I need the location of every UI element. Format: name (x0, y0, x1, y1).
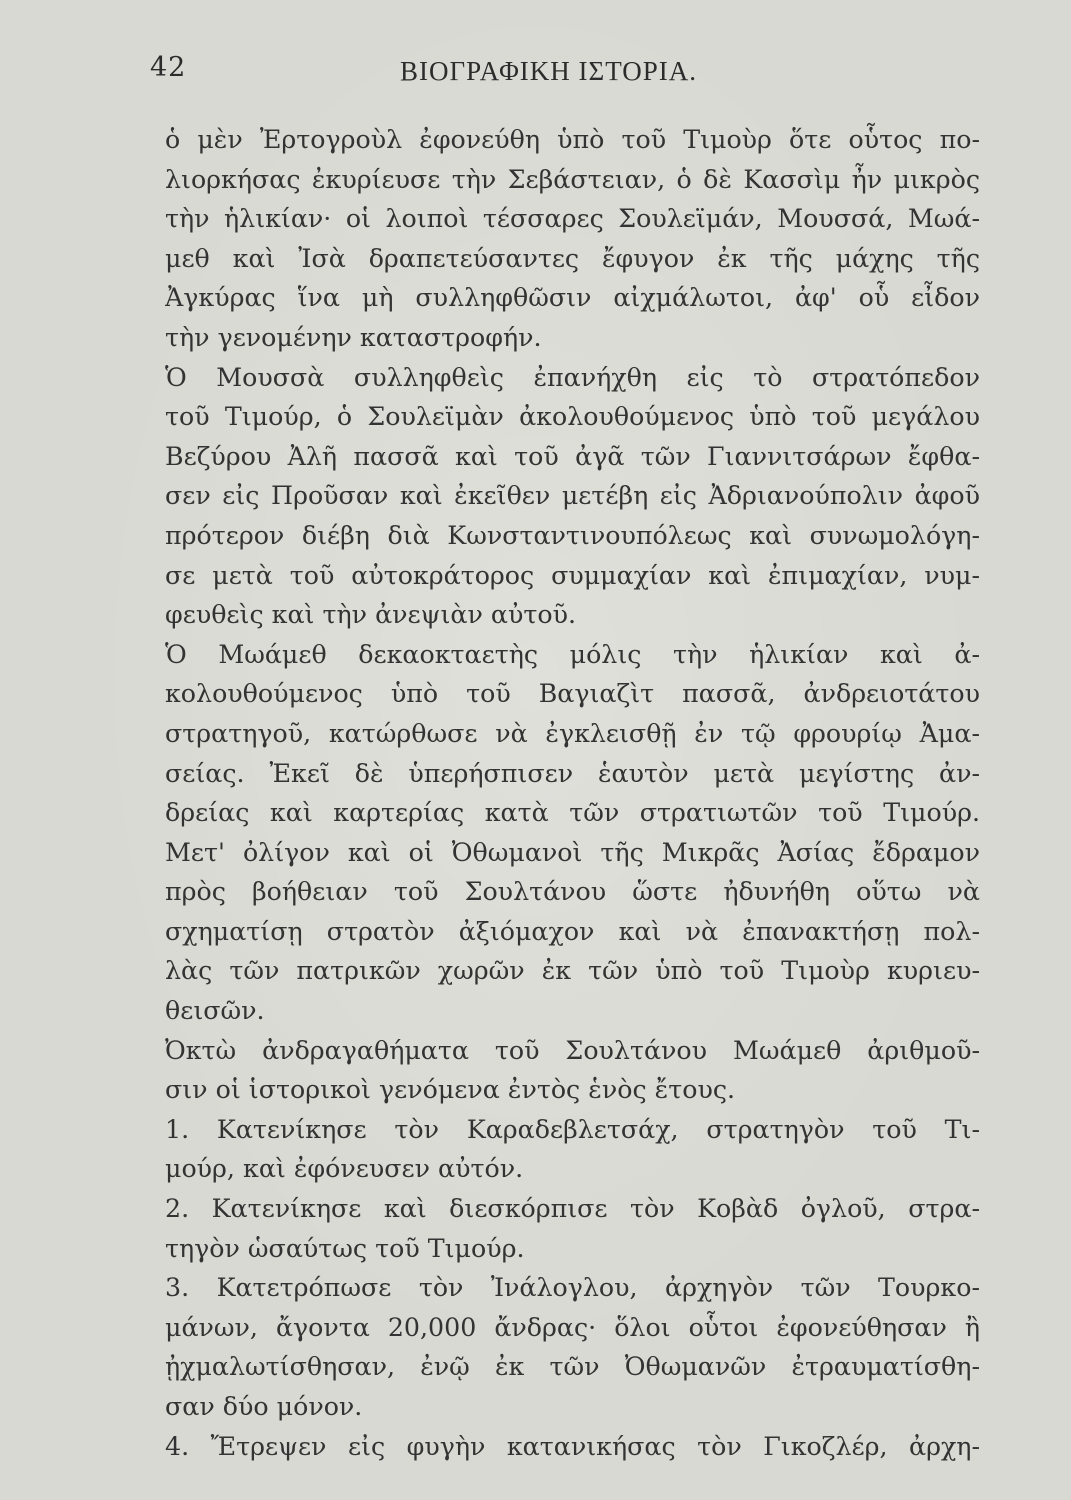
text-line: πρὸς βοήθειαν τοῦ Σουλτάνου ὥστε ἠδυνήθη οὕτω νὰ (165, 877, 980, 907)
running-title: ΒΙΟΓΡΑΦΙΚΗ ΙΣΤΟΡΙΑ. (400, 56, 698, 86)
text-line: τὴν ἡλικίαν· οἱ λοιποὶ τέσσαρες Σουλεϊμάν, Μουσσά, Μωά- (165, 204, 980, 234)
text-line: σιν οἱ ἱστορικοὶ γενόμενα ἐντὸς ἑνὸς ἔτους. (165, 1075, 736, 1105)
running-header (150, 52, 980, 102)
text-line: λὰς τῶν πατρικῶν χωρῶν ἐκ τῶν ὑπὸ τοῦ Τιμοὺρ κυριευ- (165, 956, 980, 986)
text-line: λιορκήσας ἐκυρίευσε τὴν Σεβάστειαν, ὁ δὲ Κασσὶμ ἦν μικρὸς (165, 164, 980, 194)
text-line: μάνων, ἄγοντα 20,000 ἄνδρας· ὅλοι οὗτοι ἐφονεύθησαν ἢ (165, 1312, 980, 1342)
text-line: ὁ μὲν Ἐρτογροὺλ ἐφονεύθη ὑπὸ τοῦ Τιμοὺρ ὅτε οὗτος πο- (165, 125, 980, 154)
text-line: τὴν γενομένην καταστροφήν. (165, 322, 542, 352)
text-line: Ὁ Μουσσὰ συλληφθεὶς ἐπανήχθη εἰς τὸ στρατόπεδον (165, 362, 980, 392)
text-line: Ὁ Μωάμεθ δεκαοκταετὴς μόλις τὴν ἡλικίαν καὶ ἀ- (165, 639, 980, 669)
text-line: φευθεὶς καὶ τὴν ἀνεψιὰν αὐτοῦ. (165, 600, 577, 630)
text-line: σχηματίσῃ στρατὸν ἀξιόμαχον καὶ νὰ ἐπανακτήσῃ πολ- (165, 916, 980, 946)
text-line: θεισῶν. (165, 996, 265, 1026)
text-line: μούρ, καὶ ἐφόνευσεν αὐτόν. (165, 1154, 524, 1184)
text-line: σείας. Ἐκεῖ δὲ ὑπερήσπισεν ἑαυτὸν μετὰ μεγίστης ἀν- (165, 758, 980, 788)
text-line: πρότερον διέβη διὰ Κωνσταντινουπόλεως καὶ συνωμολόγη- (165, 520, 980, 550)
text-line: Βεζύρου Ἀλῆ πασσᾶ καὶ τοῦ ἀγᾶ τῶν Γιαννιτσάρων ἔφθα- (165, 441, 980, 471)
page-number: 42 (150, 52, 187, 83)
text-line: τοῦ Τιμούρ, ὁ Σουλεϊμὰν ἀκολουθούμενος ὑπὸ τοῦ μεγάλου (165, 402, 980, 432)
text-line: Ἀγκύρας ἵνα μὴ συλληφθῶσιν αἰχμάλωτοι, ἀφ' οὗ εἶδον (165, 283, 980, 313)
text-line: 4. Ἔτρεψεν εἰς φυγὴν κατανικήσας τὸν Γικοζλέρ, ἀρχη- (165, 1431, 980, 1461)
text-line: μεθ καὶ Ἰσὰ δραπετεύσαντες ἔφυγον ἐκ τῆς μάχης τῆς (165, 243, 980, 273)
text-line: 3. Κατετρόπωσε τὸν Ἰνάλογλου, ἀρχηγὸν τῶν Τουρκο- (165, 1273, 980, 1303)
body-text (165, 120, 980, 1466)
text-line: 1. Κατενίκησε τὸν Καραδεβλετσάχ, στρατηγὸν τοῦ Τι- (165, 1114, 980, 1144)
text-line: κολουθούμενος ὑπὸ τοῦ Βαγιαζὶτ πασσᾶ, ἀνδρειοτάτου (165, 679, 980, 709)
text-line: τηγὸν ὡσαύτως τοῦ Τιμούρ. (165, 1233, 525, 1263)
text-line: δρείας καὶ καρτερίας κατὰ τῶν στρατιωτῶν τοῦ Τιμούρ. (165, 798, 980, 828)
text-line: ᾐχμαλωτίσθησαν, ἐνῷ ἐκ τῶν Ὀθωμανῶν ἐτραυματίσθη- (165, 1352, 980, 1382)
text-line: σε μετὰ τοῦ αὐτοκράτορος συμμαχίαν καὶ ἐπιμαχίαν, νυμ- (165, 560, 980, 590)
text-line: σεν εἰς Προῦσαν καὶ ἐκεῖθεν μετέβη εἰς Ἀδριανούπολιν ἀφοῦ (165, 481, 980, 511)
text-line: Μετ' ὀλίγον καὶ οἱ Ὀθωμανοὶ τῆς Μικρᾶς Ἀσίας ἔδραμον (165, 837, 980, 867)
text-line: Ὀκτὼ ἀνδραγαθήματα τοῦ Σουλτάνου Μωάμεθ ἀριθμοῦ- (165, 1035, 980, 1065)
text-line: σαν δύο μόνον. (165, 1392, 363, 1421)
text-line: στρατηγοῦ, κατώρθωσε νὰ ἐγκλεισθῇ ἐν τῷ φρουρίῳ Ἀμα- (165, 718, 980, 748)
text-line: 2. Κατενίκησε καὶ διεσκόρπισε τὸν Κοβὰδ ὀγλοῦ, στρα- (165, 1194, 980, 1224)
